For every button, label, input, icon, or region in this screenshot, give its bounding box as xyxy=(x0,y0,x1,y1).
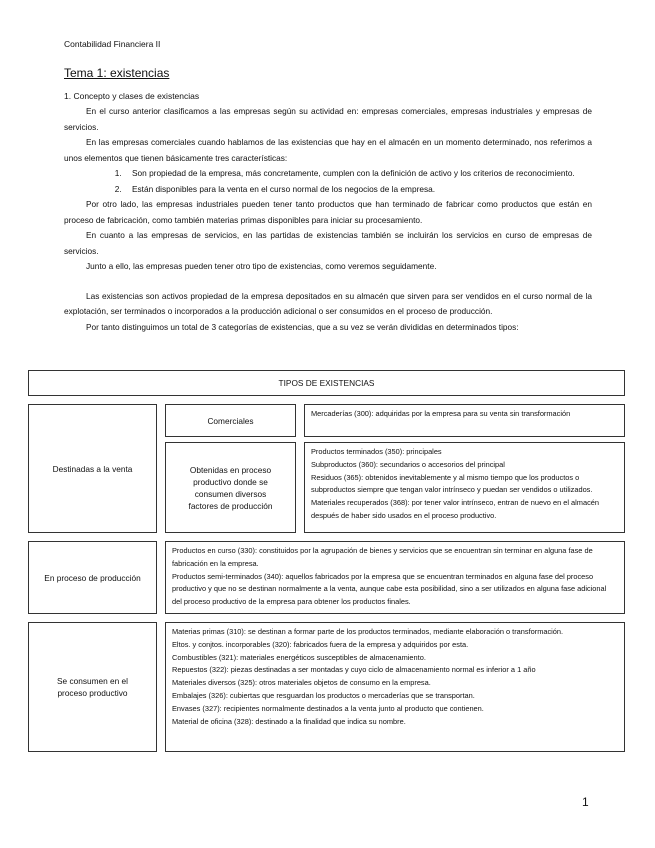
paragraph: Las existencias son activos propiedad de la empresa depositados en su almacén que sirven para ser vendidos en el curso normal de la explotación, ser terminados o incorporados a la producción adicional o ser consumidos en el proceso de producción. xyxy=(64,290,592,316)
type-description: Envases (327): recipientes normalmente destinados a la venta junto al producto que contienen. xyxy=(172,703,484,713)
running-header: Contabilidad Financiera II xyxy=(64,39,161,49)
paragraph: Por tanto distinguimos un total de 3 categorías de existencias, que a su vez se verán divididas en determinados tipos: xyxy=(86,321,519,332)
category-label: Destinadas a la venta xyxy=(52,463,133,474)
type-description: Productos terminados (350): principales xyxy=(311,447,442,456)
characteristics-list xyxy=(64,166,592,197)
type-description: Materias primas (310): se destinan a formar parte de los productos terminados, mediante elaboración o transformación. xyxy=(172,627,564,636)
body-text-block-1 xyxy=(64,104,592,335)
table-title xyxy=(28,370,625,396)
type-description: Materiales recuperados (368): por tener valor intrínseco, entran de nuevo en el almacén después de haber sido usados en el proceso productivo. xyxy=(311,498,599,520)
list-item: 1. Son propiedad de la empresa, más concretamente, cumplen con la definición de activo y los criterios de reconocimiento. xyxy=(124,166,592,182)
type-description: Embalajes (326): cubiertas que resguardan los productos o mercaderías que se transportan. xyxy=(172,690,475,700)
table-title-text: TIPOS DE EXISTENCIAS xyxy=(278,378,375,388)
subcategory-label: Comerciales xyxy=(207,415,254,426)
subcategory-obtenidas xyxy=(165,442,296,533)
page-title: Tema 1: existencias xyxy=(64,66,170,80)
paragraph: En el curso anterior clasificamos a las empresas según su actividad en: empresas comerciales, empresas industriales y empresas de servicios. xyxy=(64,106,592,132)
type-description: Residuos (365): obtenidos inevitablemente y al mismo tiempo que los productos o subproductos siempre que tengan valor intrínseco y puedan ser vendidos o utilizados. xyxy=(311,472,593,495)
paragraph: Junto a ello, las empresas pueden tener otro tipo de existencias, como veremos seguidamente. xyxy=(86,261,437,271)
category-destinadas-venta xyxy=(28,404,157,533)
en-proceso-description xyxy=(165,541,625,614)
category-label: En proceso de producción xyxy=(44,572,141,583)
type-description: Productos semi-terminados (340): aquellos fabricados por la empresa que se encuentran terminados en alguna fase del proceso productivo y que no se destinan normalmente a la venta, aunque cabe esta posibilidad, sino a ser utilizados en alguna fase adicional del proceso productivo de la empresa para obtener los productos finales. xyxy=(172,571,607,607)
se-consumen-description xyxy=(165,622,625,752)
type-description: Eltos. y conjtos. incorporables (320): fabricados fuera de la empresa y adquiridos por esta. xyxy=(172,639,469,649)
comerciales-description xyxy=(304,404,625,437)
type-description: Repuestos (322): piezas destinadas a ser montadas y cuyo ciclo de almacenamiento normal es inferior a 1 año xyxy=(172,665,536,675)
list-item: 2. Están disponibles para la venta en el curso normal de los negocios de la empresa. xyxy=(124,182,592,198)
obtenidas-description xyxy=(304,442,625,533)
paragraph: En las empresas comerciales cuando hablamos de las existencias que hay en el almacén en un momento determinado, nos referimos a unos elementos que tienen básicamente tres características: xyxy=(64,137,592,163)
subcategory-label: Obtenidas en proceso productivo donde se consumen diversos factores de producción xyxy=(188,464,273,511)
type-description: Materiales diversos (325): otros materiales objetos de consumo en la empresa. xyxy=(172,678,431,688)
type-description: Material de oficina (328): destinado a la finalidad que indica su nombre. xyxy=(172,716,406,726)
paragraph: Por otro lado, las empresas industriales pueden tener tanto productos que han terminado de fabricar como productos que están en proceso de fabricación, como también materias primas disponibles para iniciar su procesamiento. xyxy=(64,199,592,225)
category-label: Se consumen en el proceso productivo xyxy=(56,676,129,698)
paragraph: En cuanto a las empresas de servicios, en las partidas de existencias también se incluirán los servicios en curso de empresas de servicios. xyxy=(64,230,592,256)
type-description: Productos en curso (330): constituidos por la agrupación de bienes y servicios que se encuentran sin terminar en alguna fase de fabricación en la empresa. xyxy=(172,546,593,568)
type-description: Subproductos (360): secundarios o accesorios del principal xyxy=(311,459,505,469)
category-se-consumen xyxy=(28,622,157,752)
type-description: Combustibles (321): materiales energéticos susceptibles de almacenamiento. xyxy=(172,652,426,662)
category-en-proceso xyxy=(28,541,157,614)
subcategory-comerciales xyxy=(165,404,296,437)
page-number: 1 xyxy=(582,795,589,809)
section-heading: 1. Concepto y clases de existencias xyxy=(64,91,200,101)
type-description: Mercaderías (300): adquiridas por la empresa para su venta sin transformación xyxy=(311,409,571,418)
